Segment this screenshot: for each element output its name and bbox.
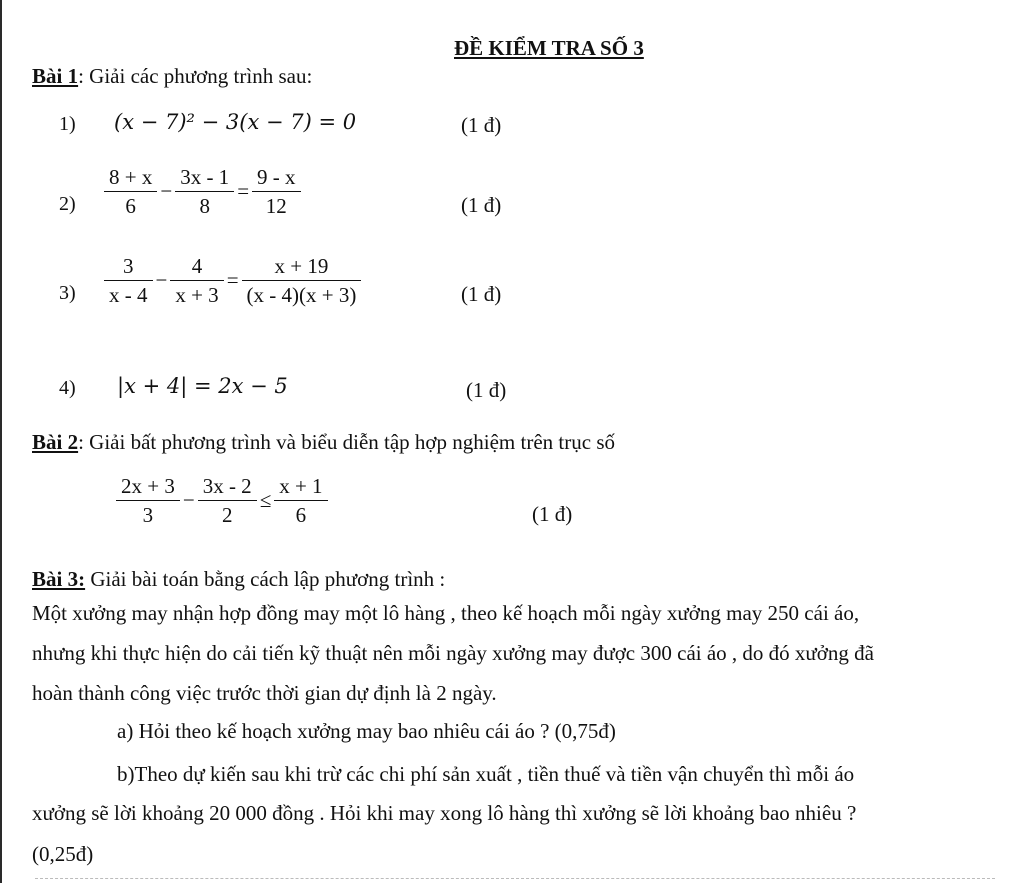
numerator: 2x + 3 [116,472,180,501]
item3-score: (1 đ) [461,282,502,306]
denominator: 2 [221,503,233,527]
item2-number: 2) [59,193,76,215]
bai2-inequality [116,472,328,529]
bai1-heading [32,64,312,89]
bai3-question-b-line-2: xưởng sẽ lời khoảng 20 000 đồng . Hỏi khi may xong lô hàng thì xưởng sẽ lời khoảng bao nhiêu ? [32,801,857,825]
item2-fraction-2 [175,163,234,220]
page-left-border [0,0,2,883]
item3-fraction-1 [104,252,153,309]
item2-fraction-1 [104,163,157,220]
item2-fraction-3 [252,163,301,220]
numerator: x + 19 [242,252,362,281]
numerator: 3 [104,252,153,281]
page-title: ĐỀ KIỂM TRA SỐ 3 [454,36,644,60]
bai1-text: : Giải các phương trình sau: [78,64,313,88]
item4-score: (1 đ) [466,378,507,402]
bai1-label: Bài 1 [32,64,79,88]
operator: = [237,179,250,203]
item1-equation: (x − 7)² − 3(x − 7) = 0 [114,110,357,134]
bai2-fraction-3 [274,472,327,529]
item1-number: 1) [59,113,76,135]
denominator: 8 [199,194,210,218]
bai3-question-b-line-3: (0,25đ) [32,842,94,866]
bai2-text: : Giải bất phương trình và biểu diễn tập hợp nghiệm trên trục số [78,430,615,454]
bai2-score: (1 đ) [532,502,573,526]
operator: − [182,488,195,512]
item3-fraction-2 [170,252,223,309]
bai2-heading [32,430,615,455]
operator: − [160,179,173,203]
bai3-paragraph-line-2: nhưng khi thực hiện do cải tiến kỹ thuật nên mỗi ngày xưởng may được 300 cái áo , do đó xưởng đã [32,641,874,665]
operator: = [226,268,239,292]
bai3-question-b-line-1: b)Theo dự kiến sau khi trừ các chi phí sản xuất , tiền thuế và tiền vận chuyển thì mỗi áo [117,762,855,786]
bottom-divider [35,878,995,879]
bai2-fraction-2 [198,472,257,529]
item4-number: 4) [59,377,76,399]
numerator: 3x - 2 [198,472,257,501]
bai3-text: Giải bài toán bằng cách lập phương trình : [85,567,446,591]
item3-fraction-3 [242,252,362,309]
denominator: x + 3 [175,283,219,307]
operator: ≤ [259,488,272,512]
bai3-label: Bài 3: [32,567,86,591]
denominator: 3 [142,503,154,527]
numerator: 3x - 1 [175,163,234,192]
numerator: 4 [170,252,223,281]
item3-equation [104,252,361,309]
bai2-fraction-1 [116,472,180,529]
item2-score: (1 đ) [461,193,502,217]
bai3-paragraph-line-3: hoàn thành công việc trước thời gian dự định là 2 ngày. [32,681,497,705]
bai3-question-a: a) Hỏi theo kế hoạch xưởng may bao nhiêu cái áo ? (0,75đ) [117,719,616,743]
bai3-heading [32,567,445,592]
denominator: 12 [265,194,287,218]
denominator: 6 [125,194,136,218]
denominator: x - 4 [109,283,148,307]
denominator: (x - 4)(x + 3) [246,283,357,307]
operator: − [155,268,168,292]
item4-equation: |x + 4| = 2x − 5 [117,374,288,398]
denominator: 6 [295,503,307,527]
bai3-paragraph-line-1: Một xưởng may nhận hợp đồng may một lô hàng , theo kế hoạch mỗi ngày xưởng may 250 cái áo, [32,601,860,625]
item1-score: (1 đ) [461,113,502,137]
bai2-label: Bài 2 [32,430,79,454]
numerator: 8 + x [104,163,157,192]
item3-number: 3) [59,282,76,304]
item2-equation [104,163,301,220]
numerator: x + 1 [274,472,327,501]
numerator: 9 - x [252,163,301,192]
